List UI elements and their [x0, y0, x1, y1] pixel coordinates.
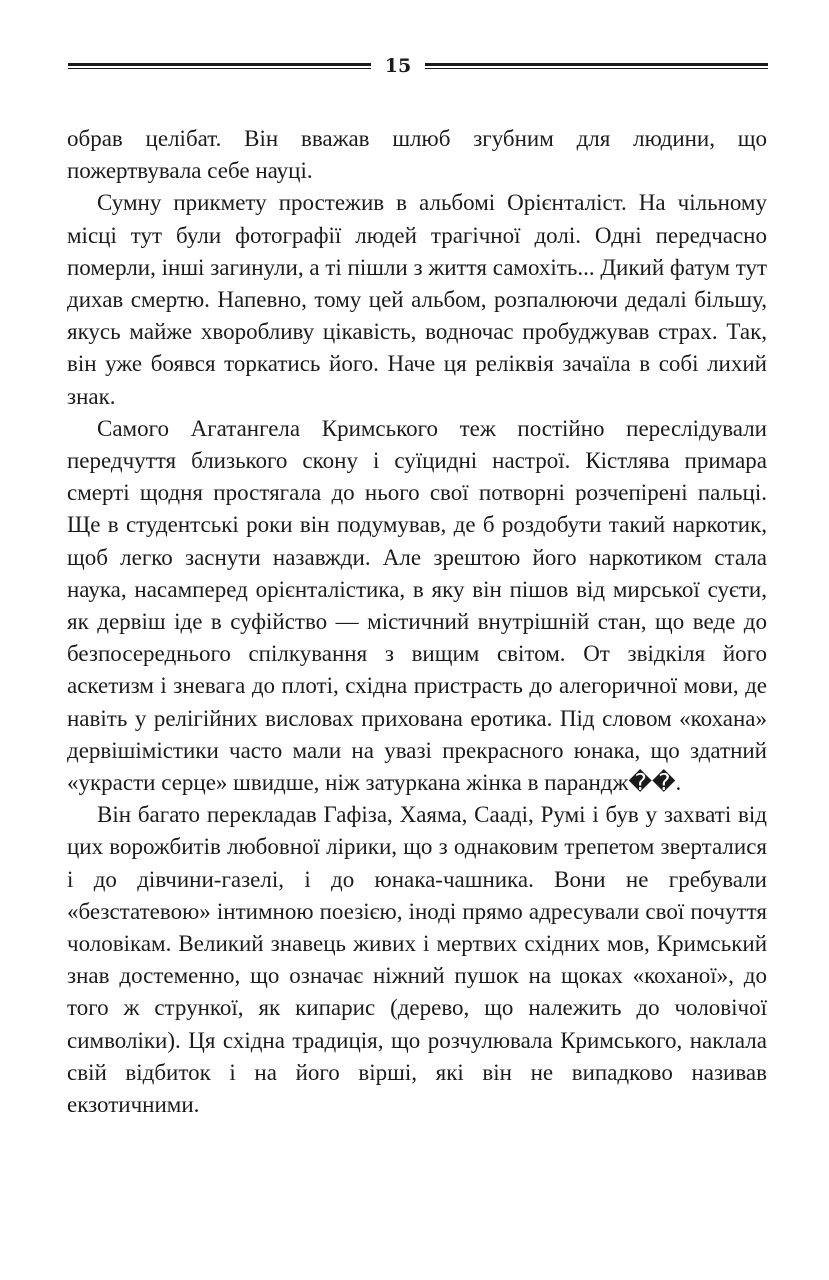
paragraph: Самого Агатангела Кримського теж постійно переслідували передчуття близького скону і суїцидні настрої. Кістлява примара смерті щодня простягала до нього свої потворні розчепірені пальці. Ще в студентські роки він подумував, де б роздобути такий наркотик, щоб легко заснути назавжди. Але зрештою його наркотиком стала наука, насамперед орієнталістика, в яку він пішов від мирської суєти, як дервіш іде в суфійство — містичний внутрішній стан, що веде до безпосереднього спілкування з вищим світом. От звідкіля його аскетизм і зневага до плоті, східна пристрасть до алегоричної мови, де навіть у релігійних висловах прихована еротика. Під словом «кохана» дервішімістики часто мали на увазі прекрасного юнака, що здатний «украсти серце» швидше, ніж затуркана жінка в парандж��.: [67, 415, 767, 796]
paragraph: Сумну прикмету простежив в альбомі Орієнталіст. На чільному місці тут були фотографії людей трагічної долі. Одні передчасно померли, інші загинули, а ті пішли з життя самохіть... Дикий фатум тут дихав смертю. Напевно, тому цей альбом, розпалюючи дедалі більшу, якусь майже хворобливу цікавість, водночас пробуджував страх. Так, він уже боявся торкатись його. Наче ця реліквія зачаїла в собі лихий знак.: [67, 190, 767, 409]
paragraph-continued: обрав целібат. Він вважав шлюб згубним для людини, що пожертвувала себе науці.: [67, 126, 767, 184]
header-rule-right: [425, 63, 768, 69]
page-header: [68, 52, 768, 82]
page-number: 15: [384, 55, 412, 77]
body-text: [67, 123, 767, 1121]
paragraph: Він багато перекладав Гафіза, Хаяма, Сааді, Румі і був у захваті від цих ворожбитів любовної лірики, що з однаковим трепетом зверталися і до дівчини-газелі, і до юнака-чашника. Вони не гребували «безстатевою» інтимною поезією, іноді прямо адресували свої почуття чоловікам. Великий знавець живих і мертвих східних мов, Кримський знав достеменно, що означає ніжний пушок на щоках «коханої», до того ж стрункої, як кипарис (дерево, що належить до чоловічої символіки). Ця східна традиція, що розчулювала Кримського, наклала свій відбиток і на його вірші, які він не випадково називав екзотичними.: [67, 802, 767, 1118]
header-rule-left: [68, 63, 371, 69]
